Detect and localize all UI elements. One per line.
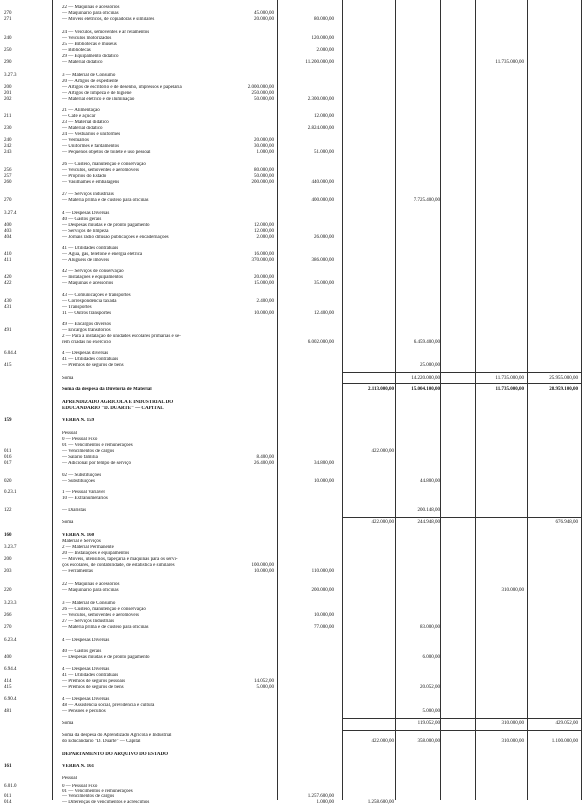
row-description: 1 — Pessoal Variável — [62, 490, 105, 495]
row-description: — Matéria prima e de custeio para oficinas — [62, 198, 149, 203]
row-amount: 83.000,00 — [420, 625, 440, 630]
row-description: — Veículos motorizados — [62, 36, 112, 41]
ledger-row — [0, 685, 585, 691]
row-code: 3.27.4 — [4, 211, 17, 216]
row-description: 42 — Serviços de conservação — [62, 269, 124, 274]
row-code: 6.90.4 — [4, 697, 17, 702]
row-description: — Salário família — [62, 455, 98, 460]
ledger-row — [0, 569, 585, 575]
row-amount: 244.948,00 — [417, 520, 440, 525]
row-code: 420 — [4, 275, 12, 280]
row-amount: 80.000,00 — [254, 168, 274, 173]
ledger-row — [0, 752, 585, 758]
ledger-row — [0, 150, 585, 156]
row-description: 24 — Vestuários e uniformes — [62, 132, 121, 137]
row-description: 4 — Despesas Diversas — [62, 211, 110, 216]
row-amount: 110.000,00 — [311, 569, 334, 574]
row-description: 01 — Vencimentos e remunerações — [62, 443, 133, 448]
row-code: 3.23.7 — [4, 545, 17, 550]
row-description: — Móveis, utensílios, tapeçaria e máquinas para os servi- — [62, 557, 178, 562]
row-code: 230 — [4, 126, 12, 131]
row-description: — Maquinário para oficinas — [62, 11, 119, 16]
row-description: 40 — Gastos gerais — [62, 649, 102, 654]
row-code: 014 — [4, 800, 12, 805]
ledger-row — [0, 479, 585, 485]
row-description: 41 — Utilidades contratuais — [62, 673, 119, 678]
row-amount: 310.000,00 — [501, 739, 524, 744]
row-description: 29 — Equipamento didático — [62, 54, 119, 59]
row-description: — Café e açúcar — [62, 114, 96, 119]
row-code: 422 — [4, 281, 12, 286]
ledger-row — [0, 508, 585, 514]
row-code: 161 — [4, 764, 12, 769]
row-code: 202 — [4, 97, 12, 102]
sum-rule — [342, 372, 581, 373]
row-description: 3 — Material de Consumo — [62, 601, 116, 606]
row-description: 27 — Serviços industriais — [62, 192, 114, 197]
row-description: — Prêmios de seguros de bens — [62, 685, 124, 690]
row-description: — Água, gás, telefone e energia elétrica — [62, 252, 143, 257]
row-description: — Maquinário para oficinas — [62, 588, 119, 593]
row-description: VERBA N. 159 — [62, 418, 95, 423]
row-description: — Artigos de limpeza e de higiene — [62, 91, 132, 96]
row-amount: 1.100.000,00 — [551, 739, 578, 744]
row-description: — Uniformes e fardamentos — [62, 144, 120, 149]
row-code: 400 — [4, 223, 12, 228]
row-amount: 12.400,00 — [314, 311, 334, 316]
row-amount: 6.002.000,00 — [307, 340, 334, 345]
row-description: — Despesas miúdas e de pronto pagamento — [62, 655, 150, 660]
row-code: 411 — [4, 258, 12, 263]
sum-rule — [342, 730, 581, 731]
ledger-row — [0, 406, 585, 412]
sum-rule — [342, 517, 581, 518]
row-description: 11 — Outros transportes — [62, 311, 112, 316]
row-description: 26 — Custeio, manutenção e conservação — [62, 162, 146, 167]
row-code: 431 — [4, 305, 12, 310]
row-description: 26 — Custeio, manutenção e conservação — [62, 607, 146, 612]
row-code: 0.23.1 — [4, 490, 17, 495]
ledger-row — [0, 376, 585, 382]
row-description: 22 — Máquinas e acessórios — [62, 5, 120, 10]
row-amount: 2.400,00 — [256, 299, 274, 304]
sum-rule — [342, 383, 581, 384]
row-description: 49 — Encargos diversos — [62, 322, 111, 327]
row-code: 6.94.4 — [4, 667, 17, 672]
row-description: 20 — Artigos de expediente — [62, 79, 119, 84]
row-description: — Vestuários — [62, 138, 89, 143]
row-code: 6.01.0 — [4, 784, 17, 789]
ledger-row — [0, 764, 585, 770]
row-amount: 2.000.000,00 — [247, 85, 274, 90]
row-description: VERBA N. 161 — [62, 764, 95, 769]
row-description: — Aluguéis de imóveis — [62, 258, 110, 263]
row-description: 4 — Despesas Diversas — [62, 667, 110, 672]
row-code: 240 — [4, 36, 12, 41]
row-description: — Vencimentos de cargos — [62, 794, 115, 799]
row-description: — Transportes — [62, 305, 92, 310]
row-code: 011 — [4, 449, 12, 454]
row-code: 020 — [4, 479, 12, 484]
row-description: 41 — Utilidades contratuais — [62, 246, 119, 251]
row-amount: 12.000,00 — [254, 223, 274, 228]
row-code: 011 — [4, 794, 12, 799]
row-amount: 12.000,00 — [254, 229, 274, 234]
row-amount: 1.258.600,00 — [367, 800, 394, 805]
row-amount: 10.000,00 — [314, 613, 334, 618]
row-amount: 14.220.000,00 — [411, 376, 440, 381]
row-amount: 15.004.100,00 — [411, 387, 440, 392]
row-description: — Material didático — [62, 126, 103, 131]
row-code: 260 — [4, 180, 12, 185]
row-description: 24 — Veículos, semoventes e ar relamentos — [62, 30, 150, 35]
ledger-row — [0, 461, 585, 467]
row-description: — Jornais rádio difusão publicações e encadernações — [62, 235, 169, 240]
row-description: 25 — Bibliotecas e museus — [62, 42, 117, 47]
row-amount: 20.052,00 — [420, 685, 440, 690]
row-description: 4 — Despesas Diversas — [62, 638, 110, 643]
row-description: 0 — Pessoal Fixo — [62, 437, 98, 442]
row-code: 270 — [4, 625, 12, 630]
row-description: 4 — Despesas Diversas — [62, 697, 110, 702]
row-description: — Máquinas e acessórios — [62, 281, 114, 286]
row-amount: 20.000,00 — [254, 138, 274, 143]
row-amount: 370.000,00 — [251, 258, 274, 263]
row-description: 02 — Substituições — [62, 473, 102, 478]
row-amount: 2.300.000,00 — [307, 97, 334, 102]
row-description: 40 — Gastos gerais — [62, 217, 102, 222]
ledger-row — [0, 311, 585, 317]
row-description: 3 — Material de Consumo — [62, 73, 116, 78]
row-description: — Pensões e pecúlios — [62, 709, 106, 714]
row-code: 200 — [4, 557, 12, 562]
row-description: 27 — Serviços Industriais — [62, 619, 115, 624]
row-code: 400 — [4, 655, 12, 660]
row-amount: 358.000,00 — [417, 739, 440, 744]
row-description: — Material elétrico e de iluminação — [62, 97, 135, 102]
row-description: — Veículos, semoventes e aeromóveis — [62, 168, 139, 173]
row-amount: 200.000,00 — [311, 588, 334, 593]
ledger-row — [0, 387, 585, 393]
row-amount: 120.000,00 — [311, 36, 334, 41]
row-description: EDUCANDÁRIO "D. DUARTE" — CAPITAL — [62, 406, 164, 411]
row-code: 211 — [4, 114, 12, 119]
row-amount: 6.000,00 — [422, 655, 440, 660]
row-amount: 11.735.000,00 — [495, 376, 524, 381]
row-description: APRENDIZADO AGRÍCOLA E INDUSTRIAL DO — [62, 400, 174, 405]
row-amount: 20.000,00 — [254, 275, 274, 280]
ledger-row — [0, 418, 585, 424]
ledger-row — [0, 60, 585, 66]
row-amount: 2.824.000,00 — [307, 126, 334, 131]
row-description: Soma da despesa do Aprendizado Agrícola e Industrial — [62, 733, 172, 738]
row-description: 0 — Pessoal Fixo — [62, 784, 98, 789]
row-amount: 422.000,00 — [371, 520, 394, 525]
row-amount: 11.200.000,00 — [305, 60, 334, 65]
row-amount: 422.000,00 — [371, 739, 394, 744]
row-code: 481 — [4, 709, 12, 714]
row-code: 243 — [4, 150, 12, 155]
ledger-row — [0, 235, 585, 241]
row-description: — Serviços de limpeza — [62, 229, 109, 234]
row-description: Soma — [62, 721, 74, 726]
row-amount: 28.959.100,00 — [549, 387, 578, 392]
row-description: — Diaristas — [62, 508, 87, 513]
ledger-row — [0, 198, 585, 204]
row-description: — Móveis elétricos, de copiadoras e similares — [62, 17, 155, 22]
row-description: — Vencimentos de cargos — [62, 449, 115, 454]
ledger-row — [0, 258, 585, 264]
ledger-row — [0, 281, 585, 287]
row-code: 240 — [4, 138, 12, 143]
row-amount: 119.052,00 — [417, 721, 440, 726]
row-description: — Ferramentas — [62, 569, 93, 574]
row-amount: 5.000,00 — [256, 685, 274, 690]
row-amount: 386.000,00 — [311, 258, 334, 263]
row-amount: 20.000,00 — [254, 17, 274, 22]
row-description: 20 — Instalações e equipamentos — [62, 551, 130, 556]
row-amount: 310.000,00 — [501, 721, 524, 726]
row-code: 257 — [4, 174, 12, 179]
ledger-row — [0, 520, 585, 526]
row-amount: 80.000,00 — [314, 17, 334, 22]
row-code: 201 — [4, 91, 12, 96]
row-description: — Encargos transitórios — [62, 328, 111, 333]
row-code: 414 — [4, 679, 12, 684]
row-description: DEPARTAMENTO DO ARQUIVO DO ESTADO — [62, 752, 169, 757]
row-description: 2 — Material Permanente — [62, 545, 114, 550]
row-amount: 100.000,00 — [251, 563, 274, 568]
row-amount: 44.800,00 — [420, 479, 440, 484]
row-description: — Prêmios de seguros pessoais — [62, 679, 126, 684]
row-code: 256 — [4, 168, 12, 173]
row-code: 491 — [4, 328, 12, 333]
row-code: 403 — [4, 229, 12, 234]
row-description: 2 — Para a instalação de unidades escolares primárias e se- — [62, 334, 181, 339]
row-description: — Vasilhames e embalagens — [62, 180, 120, 185]
row-description: — Adicional por tempo de serviço — [62, 461, 132, 466]
row-description: 22 — Máquinas e acessórios — [62, 582, 120, 587]
row-description: 41 — Utilidades contratuais — [62, 357, 119, 362]
ledger-row — [0, 363, 585, 369]
ledger-row — [0, 340, 585, 346]
ledger-row — [0, 739, 585, 745]
row-description: — Correspondência taxada — [62, 299, 117, 304]
ledger-row — [0, 588, 585, 594]
row-description: Pessoal — [62, 431, 77, 436]
row-amount: 16.000,00 — [254, 252, 274, 257]
row-amount: 1.000,00 — [316, 800, 334, 805]
row-amount: 77.000,00 — [314, 625, 334, 630]
row-description: ços escolares, de contabilidade, de estatística e similares — [62, 563, 175, 568]
row-code: 250 — [4, 48, 12, 53]
row-amount: 2.000,00 — [256, 235, 274, 240]
row-code: 271 — [4, 17, 12, 22]
row-amount: 1.257.600,00 — [307, 794, 334, 799]
row-code: 415 — [4, 363, 12, 368]
row-code: 430 — [4, 299, 12, 304]
row-description: — Próprios do Estado — [62, 174, 107, 179]
row-code: 016 — [4, 455, 12, 460]
row-description: Pessoal — [62, 776, 77, 781]
row-code: 200 — [4, 85, 12, 90]
row-amount: 10.000,00 — [254, 569, 274, 574]
row-description: — Material didático — [62, 60, 103, 65]
row-code: 6.23.4 — [4, 638, 17, 643]
row-amount: 676.948,00 — [555, 520, 578, 525]
row-description: 48 — Assistência social, previdência e cultura — [62, 703, 155, 708]
ledger-row — [0, 721, 585, 727]
row-amount: 422.000,00 — [371, 449, 394, 454]
row-code: 3.27.3 — [4, 73, 17, 78]
row-code: 017 — [4, 461, 12, 466]
row-amount: 50.000,00 — [254, 174, 274, 179]
row-code: 220 — [4, 588, 12, 593]
row-amount: 10.000,00 — [314, 479, 334, 484]
row-code: 404 — [4, 235, 12, 240]
row-amount: 7.725.400,00 — [413, 198, 440, 203]
row-amount: 26.000,00 — [314, 235, 334, 240]
row-description: 01 — Vencimentos e remunerações — [62, 789, 133, 794]
row-amount: 5.000,00 — [422, 709, 440, 714]
row-description: 43 — Comunicações e transportes — [62, 293, 131, 298]
row-amount: 51.000,00 — [314, 150, 334, 155]
row-description: VERBA N. 160 — [62, 533, 95, 538]
row-code: 160 — [4, 533, 12, 538]
row-amount: 6.459.400,00 — [413, 340, 440, 345]
row-description: — Substituições — [62, 479, 95, 484]
row-description: — Diferenças de vencimentos e acréscimos — [62, 800, 150, 805]
row-code: 266 — [4, 613, 12, 618]
ledger-row — [0, 625, 585, 631]
row-amount: 250.000,00 — [251, 91, 274, 96]
row-amount: 25.955.000,00 — [549, 376, 578, 381]
row-description: — Artigos de escritório e de desenho, impressos e papelaria — [62, 85, 182, 90]
row-amount: 34.800,00 — [314, 461, 334, 466]
row-amount: 25.000,00 — [420, 363, 440, 368]
row-amount: 15.000,00 — [254, 281, 274, 286]
row-description: 23 — Material didático — [62, 120, 109, 125]
row-description: — Instalações e equipamentos — [62, 275, 123, 280]
row-amount: 2.113.000,00 — [368, 387, 394, 392]
row-description: Soma da despesa da Diretoria de Material — [62, 387, 152, 392]
ledger-row — [0, 655, 585, 661]
row-amount: 400.000,00 — [311, 198, 334, 203]
row-description: 4 — Despesas diversas — [62, 351, 109, 356]
row-code: 415 — [4, 685, 12, 690]
row-amount: 30.000,00 — [254, 144, 274, 149]
row-amount: 11.735.000,00 — [495, 60, 524, 65]
row-description: — Veículos, semoventes e aeromóveis — [62, 613, 139, 618]
row-code: 242 — [4, 144, 12, 149]
row-amount: 50.000,00 — [254, 97, 274, 102]
row-code: 122 — [4, 508, 12, 513]
row-description: Material e Serviços — [62, 539, 101, 544]
ledger-row — [0, 776, 585, 782]
row-amount: 2.000,00 — [316, 48, 334, 53]
ledger-row — [0, 638, 585, 644]
row-description: — Matéria prima e de custeio para oficinas — [62, 625, 149, 630]
ledger-row — [0, 800, 585, 806]
ledger-row — [0, 496, 585, 502]
row-amount: 11.735.000,00 — [495, 387, 524, 392]
row-amount: 200.000,00 — [251, 180, 274, 185]
ledger-row — [0, 709, 585, 715]
row-amount: 35.000,00 — [314, 281, 334, 286]
row-code: 6.04.4 — [4, 351, 17, 356]
row-amount: 200.148,00 — [417, 508, 440, 513]
row-code: 203 — [4, 569, 12, 574]
sum-rule — [342, 718, 581, 719]
row-description: do Educandário "D. Duarte" — Capital — [62, 739, 141, 744]
row-amount: 14.052,00 — [254, 679, 274, 684]
row-code: 410 — [4, 252, 12, 257]
row-description: Soma — [62, 376, 74, 381]
row-amount: 8.400,00 — [256, 455, 274, 460]
row-code: 290 — [4, 60, 12, 65]
row-amount: 440.000,00 — [311, 180, 334, 185]
row-description: 21 — Alimentação — [62, 108, 100, 113]
row-code: 3.23.3 — [4, 601, 17, 606]
row-amount: 310.000,00 — [501, 588, 524, 593]
row-code: 270 — [4, 11, 12, 16]
row-amount: 26.400,00 — [254, 461, 274, 466]
row-amount: 1.000,00 — [256, 150, 274, 155]
row-description: — Prêmios de seguros de bens — [62, 363, 124, 368]
row-description: — Pequenos objetos de toilete e uso pessoal — [62, 150, 151, 155]
row-code: 159 — [4, 418, 12, 423]
row-amount: 429.052,00 — [555, 721, 578, 726]
ledger-row — [0, 97, 585, 103]
row-amount: 12.000,00 — [314, 114, 334, 119]
row-description: Soma — [62, 520, 74, 525]
row-description: rem criadas no exercício — [62, 340, 112, 345]
ledger-row — [0, 180, 585, 186]
ledger-row — [0, 17, 585, 23]
row-amount: 45.000,00 — [254, 11, 274, 16]
row-code: 270 — [4, 198, 12, 203]
row-amount: 10.000,00 — [254, 311, 274, 316]
row-description: — Bibliotecas — [62, 48, 91, 53]
row-description: 10 — Extranumerários — [62, 496, 108, 501]
row-description: — Despesas miúdas e de pronto pagamento — [62, 223, 150, 228]
